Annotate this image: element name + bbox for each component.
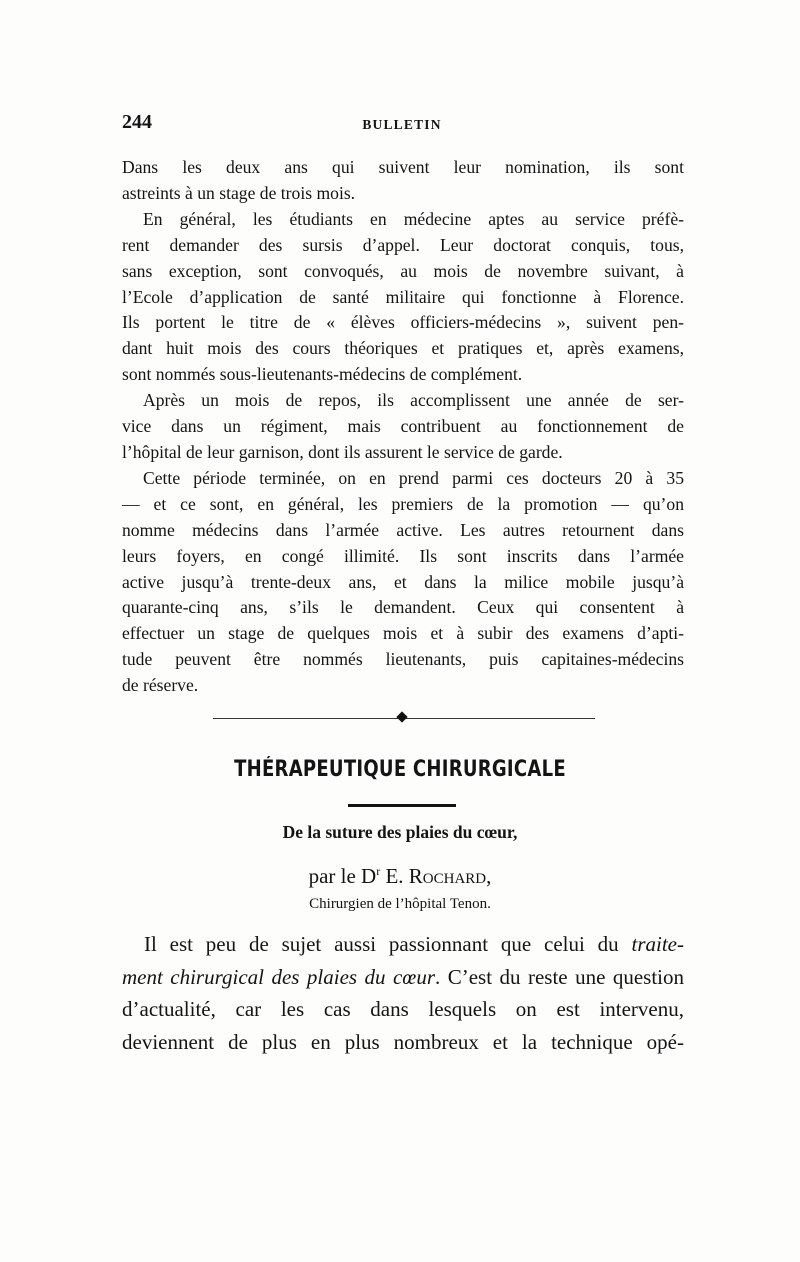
text-line: astreints à un stage de trois mois. xyxy=(122,182,356,203)
page-header xyxy=(122,111,682,141)
text-line: de réserve. xyxy=(122,675,199,696)
diamond-ornament-icon xyxy=(396,711,407,722)
italic-text: ment chirurgical des plaies du cœur xyxy=(122,964,435,989)
text-line: d’actualité, car les cas dans lesquels on est intervenu, xyxy=(122,997,684,1021)
italic-text: traite- xyxy=(631,932,684,956)
text-block-lower xyxy=(122,928,684,1058)
article-subtitle: De la suture des plaies du cœur, xyxy=(282,822,518,842)
text-line: Après un mois de repos, ils accomplissent une année de ser- xyxy=(143,390,684,411)
text-block-upper xyxy=(122,155,684,699)
byline-initial: E. xyxy=(385,864,404,888)
byline-prefix: par le D xyxy=(308,864,377,888)
text-line: deviennent de plus en plus nombreux et la technique opé- xyxy=(122,1029,684,1054)
author-name: Rochard, xyxy=(408,864,492,888)
text-line: Cette période terminée, on en prend parmi ces docteurs 20 à 35 xyxy=(143,467,684,488)
running-title: BULLETIN xyxy=(362,117,442,132)
line-text: . C’est du reste une question xyxy=(435,964,685,989)
text-line: sont nommés sous-lieutenants-médecins de complément. xyxy=(122,364,523,385)
title-rule xyxy=(348,804,456,807)
text-line: Dans les deux ans qui suivent leur nomination, ils sont xyxy=(122,157,684,177)
text-line: l’Ecole d’application de santé militaire qui fonctionne à Florence. xyxy=(122,286,684,307)
text-line: leurs foyers, en congé illimité. Ils sont inscrits dans l’armée xyxy=(122,545,684,566)
text-line: tude peuvent être nommés lieutenants, puis capitaines-médecins xyxy=(122,649,684,670)
text-line: active jusqu’à trente-deux ans, et dans la milice mobile jusqu’à xyxy=(122,571,684,592)
byline-superscript: r xyxy=(376,864,381,878)
text-line: l’hôpital de leur garnison, dont ils assurent le service de garde. xyxy=(122,441,563,462)
text-line xyxy=(122,928,684,961)
section-divider xyxy=(213,712,595,724)
text-line: vice dans un régiment, mais contribuent au fonctionnement de xyxy=(122,416,684,437)
text-line: nomme médecins dans l’armée active. Les autres retournent dans xyxy=(122,519,684,540)
text-line: quarante-cinq ans, s’ils le demandent. Ceux qui consentent à xyxy=(122,597,684,618)
text-line: effectuer un stage de quelques mois et à subir des examens d’apti- xyxy=(122,623,684,644)
text-line: — et ce sont, en général, les premiers de la promotion — qu’on xyxy=(122,493,684,514)
text-line: rent demander des sursis d’appel. Leur doctorat conquis, tous, xyxy=(122,234,684,255)
line-text: Il est peu de sujet aussi passionnant que celui du xyxy=(144,932,619,956)
author-byline xyxy=(0,864,800,889)
text-line: En général, les étudiants en médecine aptes au service préfè- xyxy=(143,208,684,229)
text-line: Ils portent le titre de « élèves officiers-médecins », suivent pen- xyxy=(122,312,684,333)
section-title: THÉRAPEUTIQUE CHIRURGICALE xyxy=(234,757,566,782)
text-line: sans exception, sont convoqués, au mois de novembre suivant, à xyxy=(122,260,684,281)
text-line: dant huit mois des cours théoriques et pratiques et, après examens, xyxy=(122,338,684,359)
author-affiliation: Chirurgien de l’hôpital Tenon. xyxy=(309,896,491,912)
page-number: 244 xyxy=(122,111,152,133)
text-line xyxy=(122,961,684,994)
